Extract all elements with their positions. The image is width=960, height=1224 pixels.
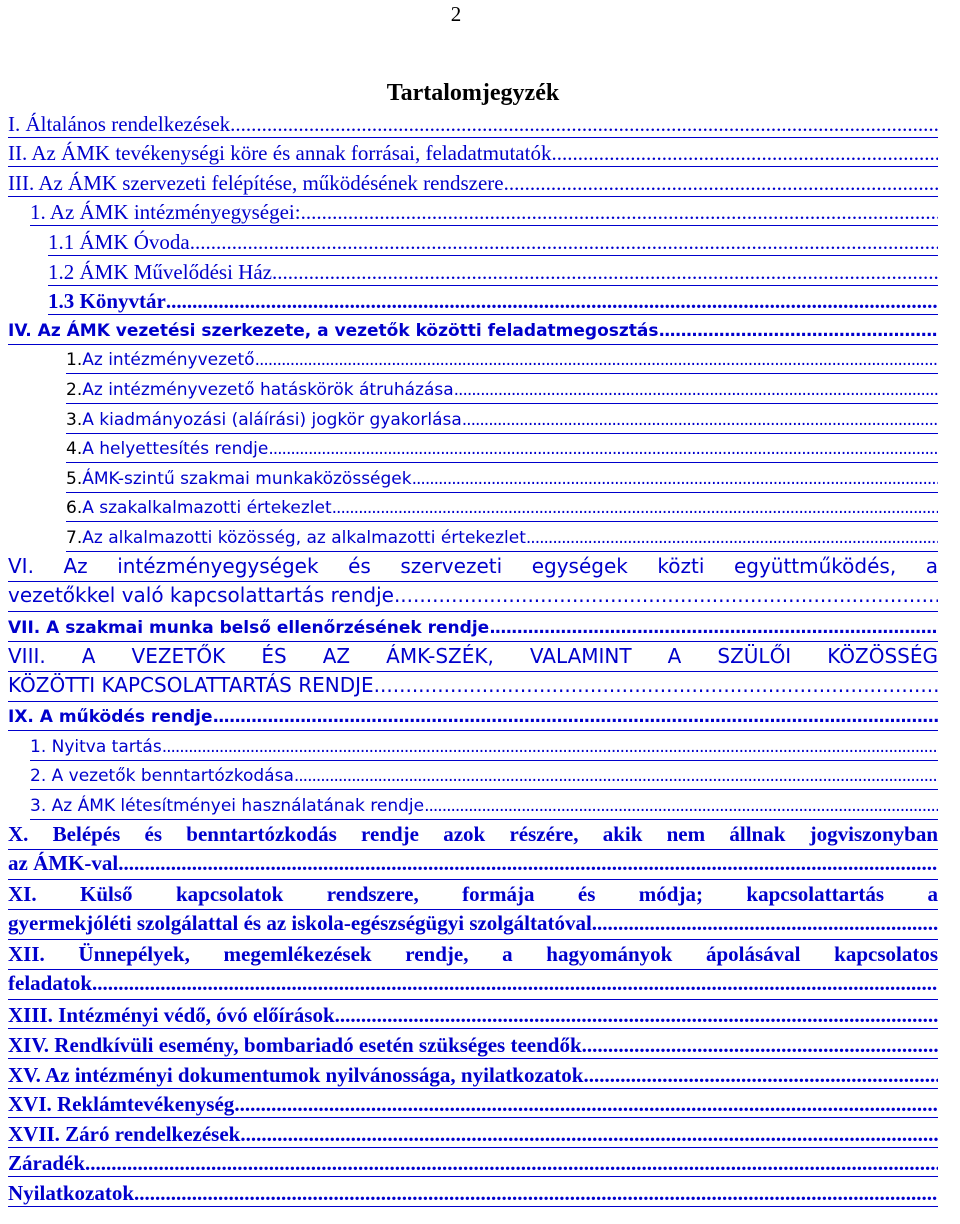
toc-entry-emergency[interactable]: XIV. Rendkívüli esemény, bombariadó esetén szükséges teendők ..... [8, 1029, 938, 1059]
toc-entry-employee-community[interactable]: 7. Az alkalmazotti közösség, az alkalmazotti értekezlet ..... [66, 522, 938, 552]
toc-entry-general-provisions[interactable]: I. Általános rendelkezések ..... [8, 108, 938, 138]
toc-entry-ceremonies[interactable]: XII. Ünnepélyek, megemlékezések rendje, a hagyományok ápolásával kapcsolatos feladatok ..... [8, 940, 938, 1000]
toc-entry-documents[interactable]: XV. Az intézményi dokumentumok nyilvánossága, nyilatkozatok ..... [8, 1059, 938, 1089]
toc-entry-staff-meeting[interactable]: 6. A szakalkalmazotti értekezlet ..... [66, 493, 938, 523]
toc-entry-management[interactable]: IV. Az ÁMK vezetési szerkezete, a vezetők közötti feladatmegosztás ..... [8, 315, 938, 345]
toc-entry-structure[interactable]: III. Az ÁMK szervezeti felépítése, működésének rendszere ..... [8, 167, 938, 197]
toc-entry-units[interactable]: 1. Az ÁMK intézményegységei: ..... [30, 197, 938, 227]
toc-entry-parent-contact[interactable]: VIII. A VEZETŐK ÉS AZ ÁMK-SZÉK, VALAMINT A SZÜLŐI KÖZÖSSÉG KÖZÖTTI KAPCSOLATTARTÁS RENDJE ..... [8, 642, 938, 702]
toc-entry-cooperation[interactable]: VI. Az intézményegységek és szervezeti egységek közti együttműködés, a vezetőkkel való kapcsolattartás rendje ..... [8, 552, 938, 612]
toc-entry-entry-rules[interactable]: X. Belépés és benntartózkodás rendje azok részére, akik nem állnak jogviszonyban az ÁMK-val ..... [8, 820, 938, 880]
toc-entry-presence[interactable]: 2. A vezetők benntartózkodása ..... [30, 761, 938, 791]
toc-entry-library[interactable]: 1.3 Könyvtár ..... [48, 286, 938, 316]
table-of-contents [8, 108, 938, 1207]
toc-entry-culture-house[interactable]: 1.2 ÁMK Művelődési Ház ..... [48, 256, 938, 286]
toc-entry-operation[interactable]: IX. A működés rendje ..... [8, 702, 938, 732]
toc-entry-closing[interactable]: XVII. Záró rendelkezések ..... [8, 1118, 938, 1148]
page-number: 2 [450, 2, 462, 26]
toc-entry-facility-use[interactable]: 3. Az ÁMK létesítményei használatának rendje ..... [30, 790, 938, 820]
toc-entry-substitution[interactable]: 4. A helyettesítés rendje ..... [66, 434, 938, 464]
toc-entry-protection[interactable]: XIII. Intézményi védő, óvó előírások ..... [8, 1000, 938, 1030]
toc-title: Tartalomjegyzék [386, 80, 560, 106]
toc-entry-advertising[interactable]: XVI. Reklámtevékenység ..... [8, 1089, 938, 1119]
toc-entry-activities[interactable]: II. Az ÁMK tevékenységi köre és annak forrásai, feladatmutatók ..... [8, 138, 938, 168]
toc-entry-opening-hours[interactable]: 1. Nyitva tartás ..... [30, 731, 938, 761]
toc-entry-signing[interactable]: 3. A kiadmányozási (aláírási) jogkör gyakorlása ..... [66, 404, 938, 434]
toc-entry-internal-control[interactable]: VII. A szakmai munka belső ellenőrzésének rendje ..... [8, 612, 938, 642]
toc-entry-head[interactable]: 1. Az intézményvezető ..... [66, 345, 938, 375]
toc-entry-external-relations[interactable]: XI. Külső kapcsolatok rendszere, formája és módja; kapcsolattartás a gyermekjóléti szolgálattal és az iskola-egészségügyi szolgáltatóval ..... [8, 880, 938, 940]
toc-entry-work-groups[interactable]: 5. ÁMK-szintű szakmai munkaközösségek ..... [66, 463, 938, 493]
toc-entry-kindergarten[interactable]: 1.1 ÁMK Óvoda ..... [48, 226, 938, 256]
toc-entry-delegation[interactable]: 2. Az intézményvezető hatáskörök átruházása ..... [66, 374, 938, 404]
toc-entry-clause[interactable]: Záradék ..... [8, 1148, 938, 1178]
toc-entry-declarations[interactable]: Nyilatkozatok ..... [8, 1177, 938, 1207]
